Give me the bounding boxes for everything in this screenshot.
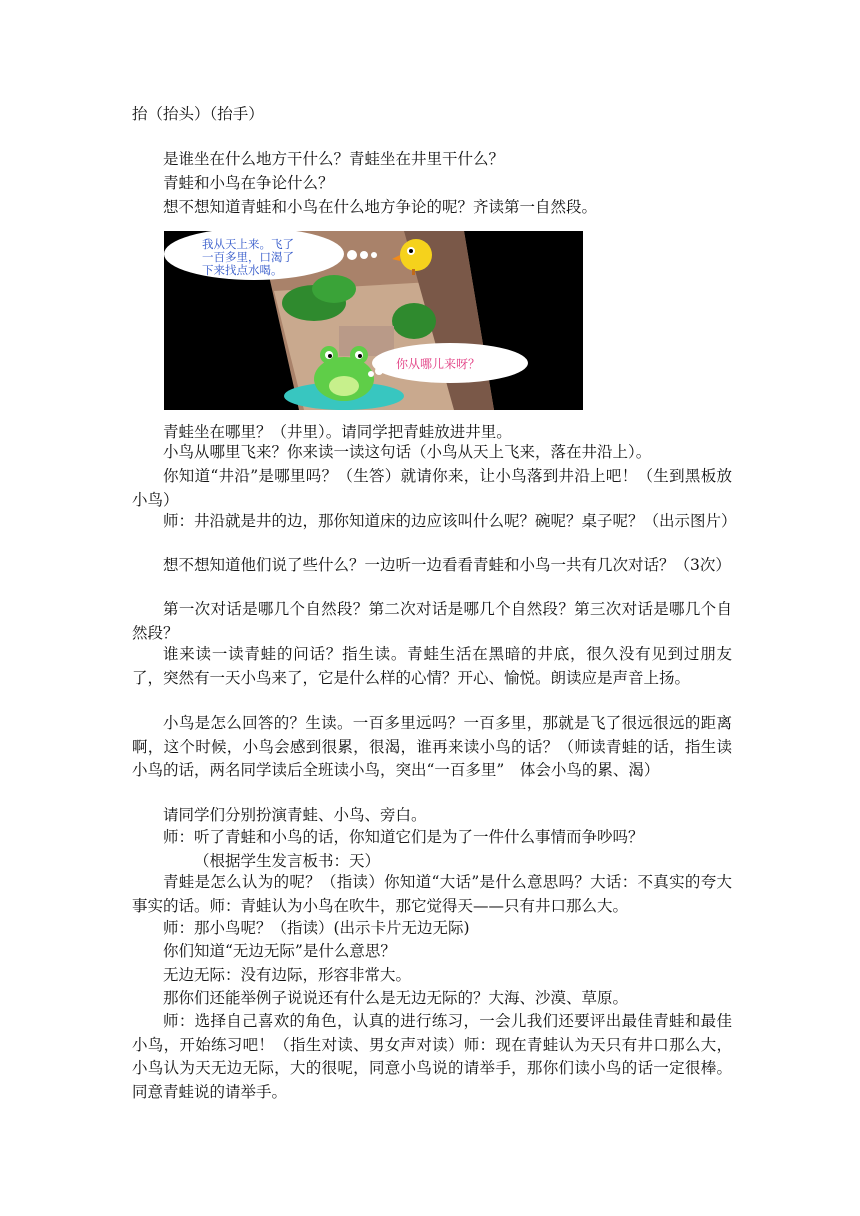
- paragraph-20: 那你们还能举例子说说还有什么是无边无际的？大海、沙漠、草原。: [163, 989, 629, 1007]
- paragraph-17: 师：那小鸟呢？（指读）(出示卡片无边无际): [163, 919, 470, 937]
- bird-speech-line-2: 一百多里，口渴了: [202, 250, 294, 264]
- paragraph-5: 青蛙坐在哪里？（井里）。请同学把青蛙放进井里。: [163, 423, 512, 441]
- paragraph-6: 小鸟从哪里飞来？你来读一读这句话（小鸟从天上飞来，落在井沿上）。: [163, 443, 652, 461]
- paragraph-3: 青蛙和小鸟在争论什么？: [163, 174, 334, 192]
- paragraph-9: 想不想知道他们说了些什么？一边听一边看看青蛙和小鸟一共有几次对话？（3次）: [163, 556, 731, 574]
- paragraph-4: 想不想知道青蛙和小鸟在什么地方争论的呢？齐读第一自然段。: [163, 198, 598, 216]
- frog-speech-text: 你从哪儿来呀？: [396, 357, 481, 371]
- bird-speech-line-1: 我从天上来。飞了: [202, 237, 294, 251]
- well-scene-svg: [164, 231, 583, 410]
- paragraph-1: 抬（抬头）（抬手）: [132, 105, 264, 123]
- tree-left-top: [312, 275, 356, 303]
- paragraph-2: 是谁坐在什么地方干什么？青蛙坐在井里干什么？: [163, 150, 505, 168]
- bird-speech-line-3: 下来找点水喝。: [202, 263, 283, 277]
- paragraph-18: 你们知道“无边无际”是什么意思？: [163, 942, 396, 960]
- paragraph-19: 无边无际：没有边际，形容非常大。: [163, 966, 412, 984]
- paragraph-13: 请同学们分别扮演青蛙、小鸟、旁白。: [163, 806, 427, 824]
- paragraph-10: 第一次对话是哪几个自然段？第二次对话是哪几个自然段？第三次对话是哪几个自然段？: [132, 600, 732, 642]
- paragraph-21: 师：选择自己喜欢的角色，认真的进行练习，一会儿我们还要评出最佳青蛙和最佳小鸟，开始练习吧！（指生对读、男女声对读）师：现在青蛙认为天只有井口那么大，小鸟认为天无边无际，大的很呢，同意小鸟说的请举手，那你们读小鸟的话一定很棒。同意青蛙说的请举手。: [132, 1012, 732, 1102]
- paragraph-15: （根据学生发言板书：天）: [194, 852, 381, 870]
- paragraph-7: 你知道“井沿”是哪里吗？（生答）就请你来，让小鸟落到井沿上吧！（生到黑板放小鸟）: [132, 467, 732, 509]
- paragraph-16: 青蛙是怎么认为的呢？（指读）你知道“大话”是什么意思吗？大话：不真实的夸大事实的话。师：青蛙认为小鸟在吹牛，那它觉得天——只有井口那么大。: [132, 873, 732, 915]
- frog-and-bird-illustration: [164, 231, 583, 410]
- paragraph-11: 谁来读一读青蛙的问话？指生读。青蛙生活在黑暗的井底，很久没有见到过朋友了，突然有一天小鸟来了，它是什么样的心情？开心、愉悦。朗读应是声音上扬。: [132, 645, 732, 687]
- paragraph-12: 小鸟是怎么回答的？生读。一百多里远吗？一百多里，那就是飞了很远很远的距离啊，这个时候，小鸟会感到很累，很渴，谁再来读小鸟的话？（师读青蛙的话，指生读小鸟的话，两名同学读后全班读小鸟，突出“一百多里” 体会小鸟的累、渴）: [132, 714, 732, 780]
- paragraph-8: 师：井沿就是井的边，那你知道床的边应该叫什么呢？碗呢？桌子呢？（出示图片）: [163, 512, 737, 530]
- paragraph-14: 师：听了青蛙和小鸟的话，你知道它们是为了一件什么事情而争吵吗？: [163, 828, 644, 846]
- tree-right: [392, 303, 436, 339]
